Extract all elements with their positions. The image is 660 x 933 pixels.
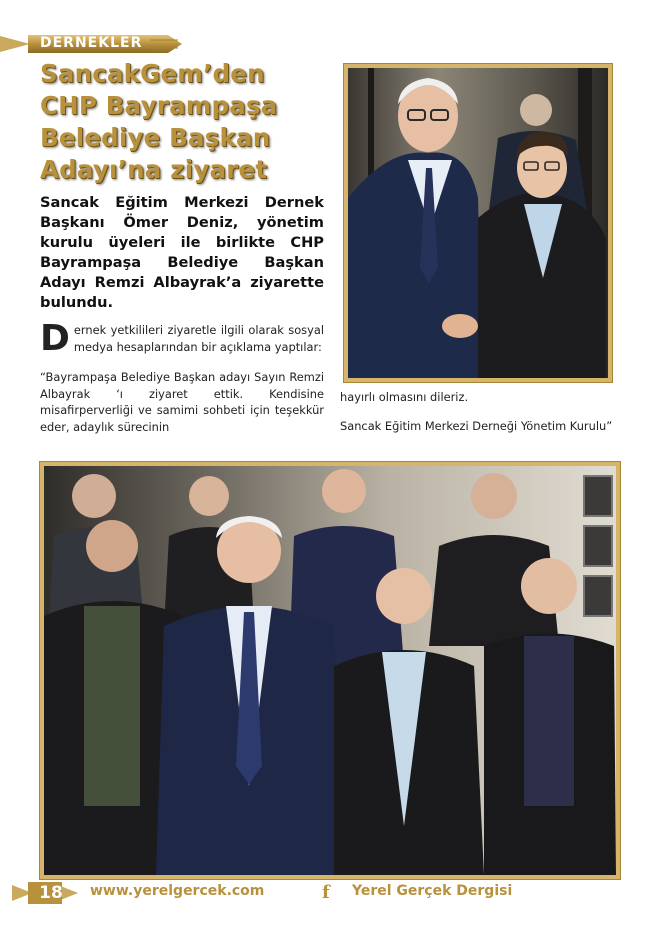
signature-paragraph: Sancak Eğitim Merkezi Derneği Yönetim Kurulu” bbox=[340, 418, 613, 433]
website-link[interactable]: www.yerelgercek.com bbox=[90, 883, 265, 899]
intro-text: ernek yetkilileri ziyaretle ilgili olarak sosyal medya hesaplarından bir açıklama yaptılar: bbox=[73, 323, 324, 354]
photo-group bbox=[40, 462, 620, 879]
page-number: 18 bbox=[39, 883, 63, 903]
facebook-icon[interactable]: f bbox=[322, 882, 330, 903]
intro-paragraph bbox=[40, 318, 324, 359]
title-line-4: Adayı’na ziyaret bbox=[40, 155, 268, 184]
title-line-1: SancakGem’den bbox=[40, 59, 265, 88]
drop-cap: D bbox=[40, 318, 70, 359]
photo-handshake bbox=[344, 64, 612, 382]
page-number-badge bbox=[12, 881, 78, 905]
article-lead: Sancak Eğitim Merkezi Dernek Başkanı Ömer Deniz, yönetim kurulu üyeleri ile birlikte CHP Bayrampaşa Belediye Başkan Adayı Remzi Albayrak’a ziyarette bulundu. bbox=[40, 194, 324, 311]
title-line-3: Belediye Başkan bbox=[40, 123, 271, 152]
article-body-column-2 bbox=[340, 389, 620, 446]
quote-paragraph-part-1: “Bayrampaşa Belediye Başkan adayı Sayın Remzi Albayrak ‘ı ziyaret ettik. Kendisine misafirperverliği ve samimi sohbeti için teşekkür eder, adaylık sürecinin bbox=[40, 370, 324, 434]
photo-handshake-image bbox=[348, 68, 608, 378]
quote-paragraph-part-2: hayırlı olmasını dileriz. bbox=[340, 390, 469, 404]
photo-group-image bbox=[44, 466, 616, 875]
article-body-column-1 bbox=[40, 318, 324, 450]
magazine-name: Yerel Gerçek Dergisi bbox=[352, 883, 513, 899]
title-line-2: CHP Bayrampaşa bbox=[40, 91, 278, 120]
section-banner bbox=[0, 32, 182, 56]
section-label: DERNEKLER bbox=[40, 35, 143, 51]
article-title bbox=[40, 58, 340, 186]
